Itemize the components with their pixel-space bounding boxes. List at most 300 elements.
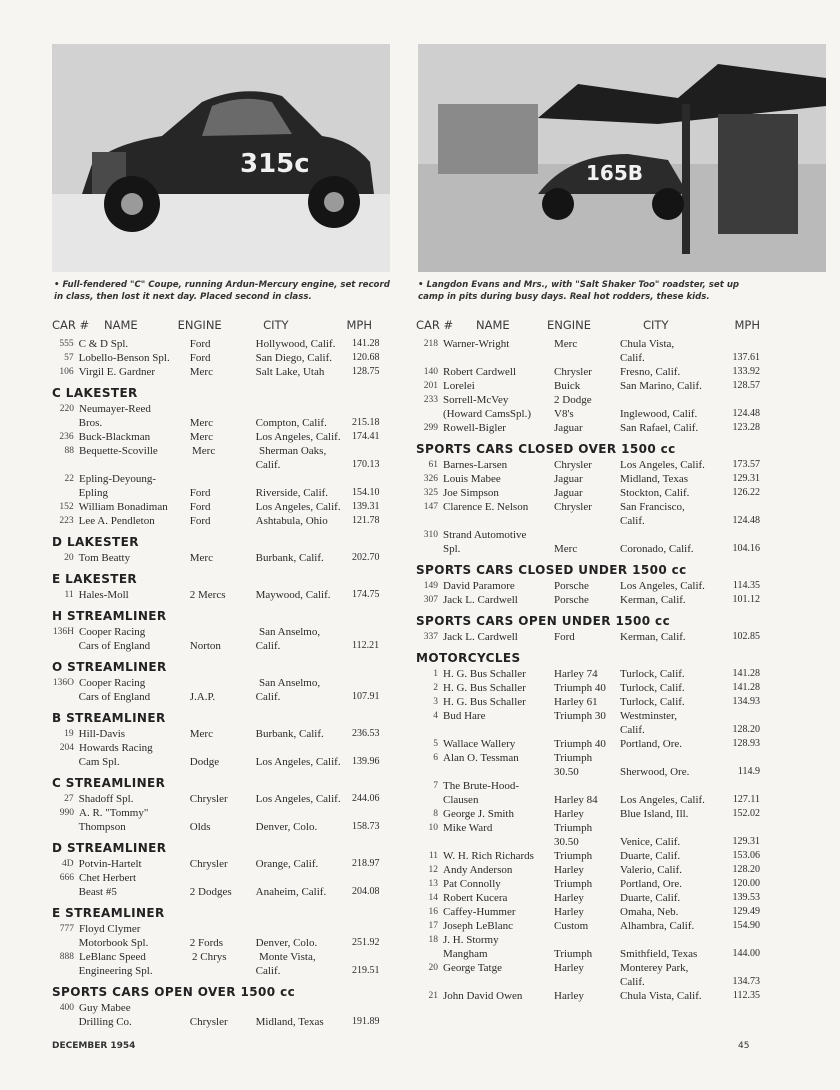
city: Compton, Calif. [255,417,327,429]
car-number [416,407,443,421]
entrant-name: LeBlanc Speed [79,951,146,963]
city: Ashtabula, Ohio [255,515,328,527]
engine [192,472,259,486]
speed-mph [357,402,372,416]
speed-mph: 170.13 [352,459,380,470]
engine: Harley [554,892,584,904]
speed-mph: 128.75 [352,366,380,377]
engine [190,964,256,978]
section-heading: SPORTS CARS CLOSED UNDER 1500 cc [416,563,687,577]
entrant-name: Mangham [443,948,488,960]
car-number [52,458,79,472]
city: Chula Vista, Calif. [620,990,702,1002]
result-row [52,792,380,806]
section-heading: B STREAMLINER [52,711,166,725]
car-number: 11 [64,590,74,600]
speed-mph: 112.35 [732,990,760,1001]
result-row [416,919,760,933]
result-row [416,579,760,593]
caption-right: • Langdon Evans and Mrs., with "Salt Shaker Too" roadster, set up camp in pits during busy days. Real hot rodders, these kids. [418,280,740,302]
city: Kerman, Calif. [620,631,686,643]
engine: Custom [554,920,589,932]
car-number: 3 [433,697,438,707]
result-row [52,625,372,639]
result-row [416,365,760,379]
engine: Chrysler [554,366,592,378]
entrant-name: H. G. Bus Schaller [443,668,526,680]
result-row [416,737,760,751]
entrant-name: Howards Racing [79,742,153,754]
header-name: NAME [104,318,138,332]
city: Chula Vista, [620,338,675,350]
speed-mph: 139.53 [732,892,760,903]
entrant-name: Cam Spl. [78,756,120,768]
car-number: 20 [64,553,74,563]
issue-date: DECEMBER 1954 [52,1041,136,1051]
entrant-name: Virgil E. Gardner [78,366,156,378]
speed-mph: 154.90 [732,920,760,931]
speed-mph [357,950,372,964]
speed-mph: 144.00 [732,948,760,959]
car-number: 17 [428,921,438,931]
engine: Dodge [189,756,220,768]
speed-mph [718,709,760,723]
result-row [416,667,760,681]
city: Blue Island, Ill. [620,808,689,820]
engine: Harley 84 [554,794,598,806]
result-row [52,551,380,565]
entrant-name: Strand Automotive [443,529,527,541]
result-row [416,723,760,737]
engine: Chrysler [189,793,228,805]
engine: Merc [189,431,213,443]
car-number: 12 [428,865,438,875]
car-number: 2 [433,683,438,693]
car-number-165b: 165B [586,161,643,185]
speed-mph: 133.92 [732,366,760,377]
engine [190,458,256,472]
header-name: NAME [476,318,510,332]
engine: Harley [554,990,584,1002]
speed-mph [718,821,760,835]
entrant-name: The Brute-Hood- [443,780,520,792]
engine: Triumph [554,822,593,834]
speed-mph [718,961,760,975]
speed-mph: 124.48 [732,515,760,526]
engine: Harley [554,864,584,876]
city: Kerman, Calif. [620,594,686,606]
photo-roadster-pits [418,44,826,272]
result-row [52,588,380,602]
entrant-name: Lee A. Pendleton [78,515,155,527]
car-number [416,351,443,365]
car-number [52,885,79,899]
section-heading: MOTORCYCLES [416,651,521,665]
city: San Anselmo, [259,677,321,689]
city [620,779,718,793]
speed-mph: 173.57 [732,459,760,470]
engine: 30.50 [554,766,579,778]
result-row [416,593,760,607]
city: Los Angeles, Calif. [620,580,705,592]
engine [554,528,620,542]
engine [192,871,259,885]
engine: 2 Dodges [189,886,232,898]
city: Hollywood, Calif. [255,338,336,350]
engine: Norton [189,640,221,652]
city: San Anselmo, [259,626,321,638]
section-heading: E LAKESTER [52,572,138,586]
city: Los Angeles, Calif. [255,501,341,513]
car-number: 218 [423,339,438,349]
engine: Porsche [554,580,589,592]
result-row [52,458,380,472]
car-number: 201 [423,381,438,391]
speed-mph: 112.21 [352,640,380,651]
city: Salt Lake, Utah [255,366,325,378]
engine: Triumph [554,948,593,960]
car-number [52,755,79,769]
city: Westminster, [620,710,678,722]
result-row [52,337,380,351]
result-row [416,989,760,1003]
engine: 2 Mercs [189,589,226,601]
result-row [52,741,372,755]
pits-illustration [418,44,826,272]
city: Duarte, Calif. [620,892,681,904]
speed-mph: 137.61 [732,352,760,363]
city: Portland, Ore. [620,878,683,890]
speed-mph: 107.91 [352,691,380,702]
city: San Marino, Calif. [620,380,702,392]
entrant-name: Potvin-Hartelt [78,858,142,870]
speed-mph [718,751,760,765]
car-number: 888 [59,952,74,962]
speed-mph: 114.9 [737,766,760,777]
car-number: 152 [59,502,74,512]
entrant-name: Bros. [78,417,103,429]
car-number: 777 [59,924,74,934]
entrant-name: Mike Ward [443,822,493,834]
engine: Jaguar [554,487,583,499]
result-row [52,430,380,444]
engine: Jaguar [554,422,583,434]
car-number: 136H [52,627,74,637]
entrant-name [443,723,554,737]
speed-mph: 121.78 [352,515,380,526]
results-column-right [416,316,760,1003]
car-number [52,486,79,500]
result-row [52,727,380,741]
engine: Triumph 40 [554,738,606,750]
car-number: 147 [423,502,438,512]
car-number: 204 [59,743,74,753]
engine [554,975,620,989]
engine: Merc [189,366,213,378]
car-number: 7 [433,781,438,791]
result-row [416,835,760,849]
engine: Harley 74 [554,668,598,680]
result-row [52,950,372,964]
engine [554,933,620,947]
engine: Ford [189,352,211,364]
car-number [52,690,79,704]
engine [192,1001,259,1015]
speed-mph: 139.31 [352,501,380,512]
result-row [52,885,380,899]
speed-mph [718,779,760,793]
result-row [416,472,760,486]
speed-mph: 236.53 [352,728,380,739]
result-row [52,639,380,653]
entrant-name: Engineering Spl. [78,965,153,977]
city: San Diego, Calif. [255,352,333,364]
header-car: CAR # [416,318,454,332]
car-number [52,639,79,653]
result-row [416,500,760,514]
result-row [52,365,380,379]
left-results-body [52,337,380,1029]
engine: 2 Chrys [192,951,227,963]
car-number: 8 [433,809,438,819]
car-number: 16 [428,907,438,917]
entrant-name: David Paramore [443,580,515,592]
car-number: 88 [64,446,74,456]
car-number: 310 [423,530,438,540]
speed-mph: 204.08 [352,886,380,897]
speed-mph: 101.12 [732,594,760,605]
entrant-name: (Howard CamsSpl.) [443,408,531,420]
city [259,806,357,820]
city: Midland, Texas [255,1016,324,1028]
city: Calif. [620,976,645,988]
city: Denver, Colo. [255,821,318,833]
engine: Harley [554,808,584,820]
engine: Triumph [554,878,593,890]
result-row [416,751,760,765]
car-number: 307 [423,595,438,605]
coupe-illustration [52,44,390,272]
speed-mph: 120.00 [732,878,760,889]
engine: V8's [554,408,574,420]
city: Coronado, Calif. [620,543,694,555]
header-car: CAR # [52,318,90,332]
entrant-name: Hales-Moll [78,589,129,601]
city: Los Angeles, Calif. [255,793,341,805]
result-row [416,975,760,989]
engine: J.A.P. [189,691,216,703]
city [620,933,718,947]
section-heading: E STREAMLINER [52,906,165,920]
entrant-name: Jack L. Cardwell [443,631,518,643]
page-number: 45 [738,1041,750,1051]
speed-mph: 128.20 [732,864,760,875]
speed-mph [357,1001,372,1015]
speed-mph: 219.51 [352,965,380,976]
car-number: 325 [423,488,438,498]
engine: 2 Dodge [554,394,592,406]
engine: Triumph 30 [554,710,606,722]
city: Alhambra, Calif. [620,920,695,932]
result-row [52,936,380,950]
car-number: 555 [59,339,74,349]
result-row [52,806,372,820]
car-number [416,542,443,556]
car-number: 4 [433,711,438,721]
section-heading: D STREAMLINER [52,841,167,855]
entrant-name: Andy Anderson [443,864,513,876]
entrant-name: Joseph LeBlanc [443,920,513,932]
section-heading: SPORTS CARS OPEN UNDER 1500 cc [416,614,671,628]
result-row [52,755,380,769]
engine [192,922,259,936]
entrant-name: Wallace Wallery [443,738,516,750]
city: Monte Vista, [259,951,316,963]
car-number: 10 [428,823,438,833]
speed-mph: 114.35 [732,580,760,591]
entrant-name: Floyd Clymer [79,923,141,935]
speed-mph [357,676,372,690]
engine: Merc [189,728,213,740]
section-heading: H STREAMLINER [52,609,167,623]
entrant-name [79,458,190,472]
car-number: 21 [428,991,438,1001]
car-number [416,793,443,807]
entrant-name: Clarence E. Nelson [443,501,529,513]
speed-mph: 215.18 [352,417,380,428]
result-row [416,486,760,500]
car-number: 236 [59,432,74,442]
car-number: 106 [59,367,74,377]
entrant-name [443,765,554,779]
city: Burbank, Calif. [255,552,324,564]
result-row [52,964,380,978]
city [259,402,357,416]
speed-mph: 202.70 [352,552,380,563]
result-row [416,458,760,472]
city: Calif. [620,724,645,736]
result-row [52,472,372,486]
entrant-name: Joe Simpson [443,487,499,499]
result-row [52,820,380,834]
city [620,751,718,765]
engine: Ford [189,487,211,499]
result-row [52,1015,380,1029]
engine: Ford [189,501,211,513]
speed-mph: 104.16 [732,543,760,554]
entrant-name: Epling [78,487,108,499]
car-number: 6 [433,753,438,763]
result-row [416,709,760,723]
entrant-name: Cars of England [78,691,151,703]
section-heading: D LAKESTER [52,535,139,549]
result-row [52,676,372,690]
engine [192,806,259,820]
city: Duarte, Calif. [620,850,681,862]
engine: Harley [554,962,584,974]
speed-mph: 128.57 [732,380,760,391]
car-number [416,514,443,528]
city [259,741,357,755]
entrant-name: Louis Mabee [443,473,501,485]
entrant-name: Spl. [443,543,461,555]
engine [554,514,620,528]
entrant-name: Lobello-Benson Spl. [78,352,170,364]
entrant-name: Hill-Davis [78,728,126,740]
engine: Merc [189,417,213,429]
speed-mph: 128.93 [732,738,760,749]
speed-mph [357,444,372,458]
result-row [416,407,760,421]
speed-mph: 123.28 [732,422,760,433]
speed-mph: 154.10 [352,487,380,498]
speed-mph [718,337,760,351]
city: Los Angeles, Calif. [255,431,341,443]
result-row [416,947,760,961]
result-row [416,891,760,905]
result-row [52,486,380,500]
result-row [52,416,380,430]
city: Valerio, Calif. [620,864,683,876]
entrant-name: Tom Beatty [78,552,131,564]
car-number: 666 [59,873,74,883]
engine [554,351,620,365]
speed-mph: 134.93 [732,696,760,707]
entrant-name: Neumayer-Reed [79,403,151,415]
speed-mph: 127.11 [732,794,760,805]
engine: Merc [189,552,213,564]
engine [192,625,259,639]
speed-mph: 152.02 [732,808,760,819]
entrant-name: Chet Herbert [79,872,137,884]
car-number: 1 [433,669,438,679]
car-number: 19 [64,729,74,739]
result-row [416,528,760,542]
car-number: 5 [433,739,438,749]
city: Los Angeles, Calif. [620,459,705,471]
engine: 2 Fords [189,937,224,949]
city: Stockton, Calif. [620,487,690,499]
entrant-name: Pat Connolly [443,878,501,890]
entrant-name [443,514,554,528]
speed-mph: 141.28 [732,682,760,693]
car-number: 13 [428,879,438,889]
city: Portland, Ore. [620,738,683,750]
speed-mph [718,500,760,514]
speed-mph: 129.31 [732,473,760,484]
result-row [416,793,760,807]
car-number: 20 [428,963,438,973]
entrant-name: Shadoff Spl. [78,793,134,805]
car-number [416,765,443,779]
car-number [52,964,79,978]
entrant-name: Jack L. Cardwell [443,594,518,606]
city [259,922,357,936]
speed-mph [357,871,372,885]
result-row [416,351,760,365]
engine: Buick [554,380,581,392]
result-row [416,393,760,407]
result-row [416,630,760,644]
result-row [52,922,372,936]
speed-mph: 158.73 [352,821,380,832]
speed-mph: 129.49 [732,906,760,917]
entrant-name: Warner-Wright [443,338,510,350]
caption-left: • Full-fendered "C" Coupe, running Ardun-Mercury engine, set record in class, then lost it next day. Placed second in class. [54,280,390,302]
result-row [52,351,380,365]
engine: Porsche [554,594,589,606]
engine: Chrysler [554,459,592,471]
